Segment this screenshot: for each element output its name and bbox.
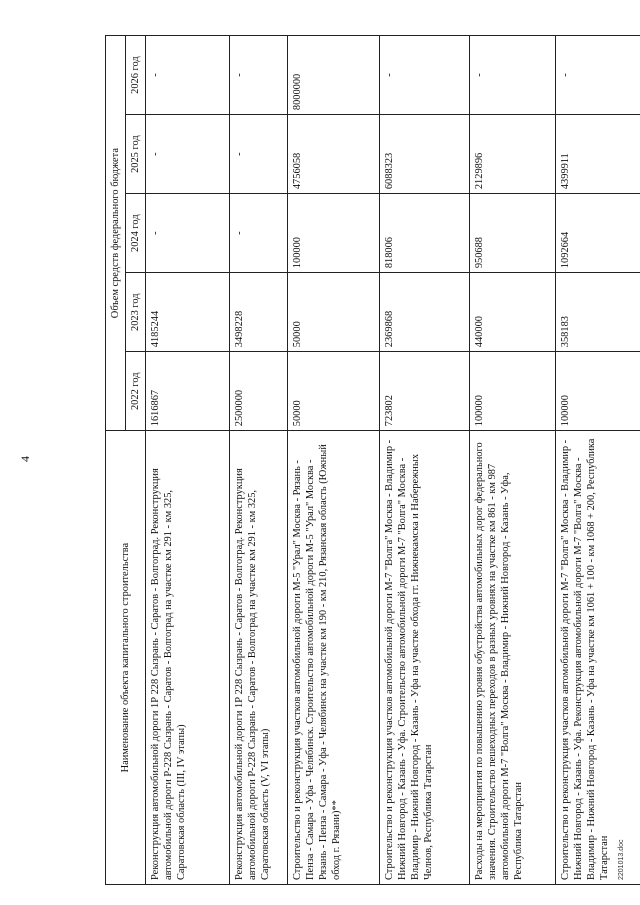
- value-cell: 818006: [380, 194, 470, 273]
- object-name-cell: Строительство и реконструкция участков автомобильной дороги М-5 "Урал" Москва - Рязань - Пенза - Самара - Уфа - Челябинск. Строительство автомобильной дороги М-5 "Урал" Москва - Рязань - Пенза - Самара - Уфа - Челябинск на участке км 190 - км 210, Рязанская область (Южный обход г. Рязани)**: [288, 431, 380, 885]
- value-cell: -: [556, 36, 640, 115]
- value-cell: 358183: [556, 273, 640, 352]
- value-cell: -: [230, 115, 288, 194]
- value-cell: 2369868: [380, 273, 470, 352]
- value-cell: 4399911: [556, 115, 640, 194]
- value-cell: -: [230, 194, 288, 273]
- value-cell: -: [146, 36, 230, 115]
- table-row: [146, 36, 230, 885]
- header-year: 2025 год: [126, 115, 146, 194]
- value-cell: 950688: [470, 194, 556, 273]
- value-cell: -: [380, 36, 470, 115]
- table-row: [380, 36, 470, 885]
- value-cell: 3498228: [230, 273, 288, 352]
- object-name-cell: Расходы на мероприятия по повышению уровня обустройства автомобильных дорог федерального значения. Строительство пешеходных переходов в разных уровнях на участке км 861 - км 987 автомобильной дороги М-7 "Волга" Москва - Владимир - Нижний Новгород - Казань - Уфа, Республика Татарстан: [470, 431, 556, 885]
- value-cell: 723802: [380, 352, 470, 431]
- table-row: [288, 36, 380, 885]
- object-name-cell: Строительство и реконструкция участков автомобильной дороги М-7 "Волга" Москва - Владимир - Нижний Новгород - Казань - Уфа. Строительство автомобильной дороги М-7 "Волга" Москва - Владимир - Нижний Новгород - Казань - Уфа на участке обхода гг. Нижнекамска и Набережных Челнов, Республика Татарстан: [380, 431, 470, 885]
- rotated-content: [105, 35, 610, 885]
- value-cell: 4756058: [288, 115, 380, 194]
- value-cell: 50000: [288, 352, 380, 431]
- capital-construction-table: [105, 35, 640, 885]
- page-number: 4: [18, 456, 32, 462]
- value-cell: 50000: [288, 273, 380, 352]
- document-file-code: 2201013.doc: [618, 839, 625, 880]
- value-cell: -: [146, 115, 230, 194]
- value-cell: 2500000: [230, 352, 288, 431]
- value-cell: 8000000: [288, 36, 380, 115]
- header-year: 2023 год: [126, 273, 146, 352]
- object-name-cell: Строительство и реконструкция участков автомобильной дороги М-7 "Волга" Москва - Владимир - Нижний Новгород - Казань - Уфа. Реконструкция автомобильной дороги М-7 "Волга" Москва - Владимир - Нижний Новгород - Казань - Уфа на участке км 1061 + 100 - км 1068 + 200, Республика Татарстан: [556, 431, 640, 885]
- value-cell: 440000: [470, 273, 556, 352]
- header-year: 2022 год: [126, 352, 146, 431]
- header-year: 2024 год: [126, 194, 146, 273]
- header-name-column: Наименование объекта капитального строительства: [106, 431, 146, 885]
- header-budget-group: Объем средств федерального бюджета: [106, 36, 126, 431]
- object-name-cell: Реконструкция автомобильной дороги 1Р 228 Сызрань - Саратов - Волгоград. Реконструкция автомобильной дороги Р-228 Сызрань - Саратов - Волгоград на участке км 291 - км 325, Саратовская область (V, VI этапы): [230, 431, 288, 885]
- value-cell: 100000: [470, 352, 556, 431]
- header-year: 2026 год: [126, 36, 146, 115]
- value-cell: 100000: [556, 352, 640, 431]
- value-cell: -: [470, 36, 556, 115]
- value-cell: 1092664: [556, 194, 640, 273]
- table-row: [230, 36, 288, 885]
- value-cell: 100000: [288, 194, 380, 273]
- value-cell: -: [230, 36, 288, 115]
- table-row: [556, 36, 640, 885]
- value-cell: 6088323: [380, 115, 470, 194]
- value-cell: -: [146, 194, 230, 273]
- value-cell: 4185244: [146, 273, 230, 352]
- header-row-group: [106, 36, 126, 885]
- table-row: [470, 36, 556, 885]
- value-cell: 1616867: [146, 352, 230, 431]
- value-cell: 2129896: [470, 115, 556, 194]
- object-name-cell: Реконструкция автомобильной дороги 1Р 228 Сызрань - Саратов - Волгоград. Реконструкция автомобильной дороги Р-228 Сызрань - Саратов - Волгоград на участке км 291 - км 325, Саратовская область (III, IV этапы): [146, 431, 230, 885]
